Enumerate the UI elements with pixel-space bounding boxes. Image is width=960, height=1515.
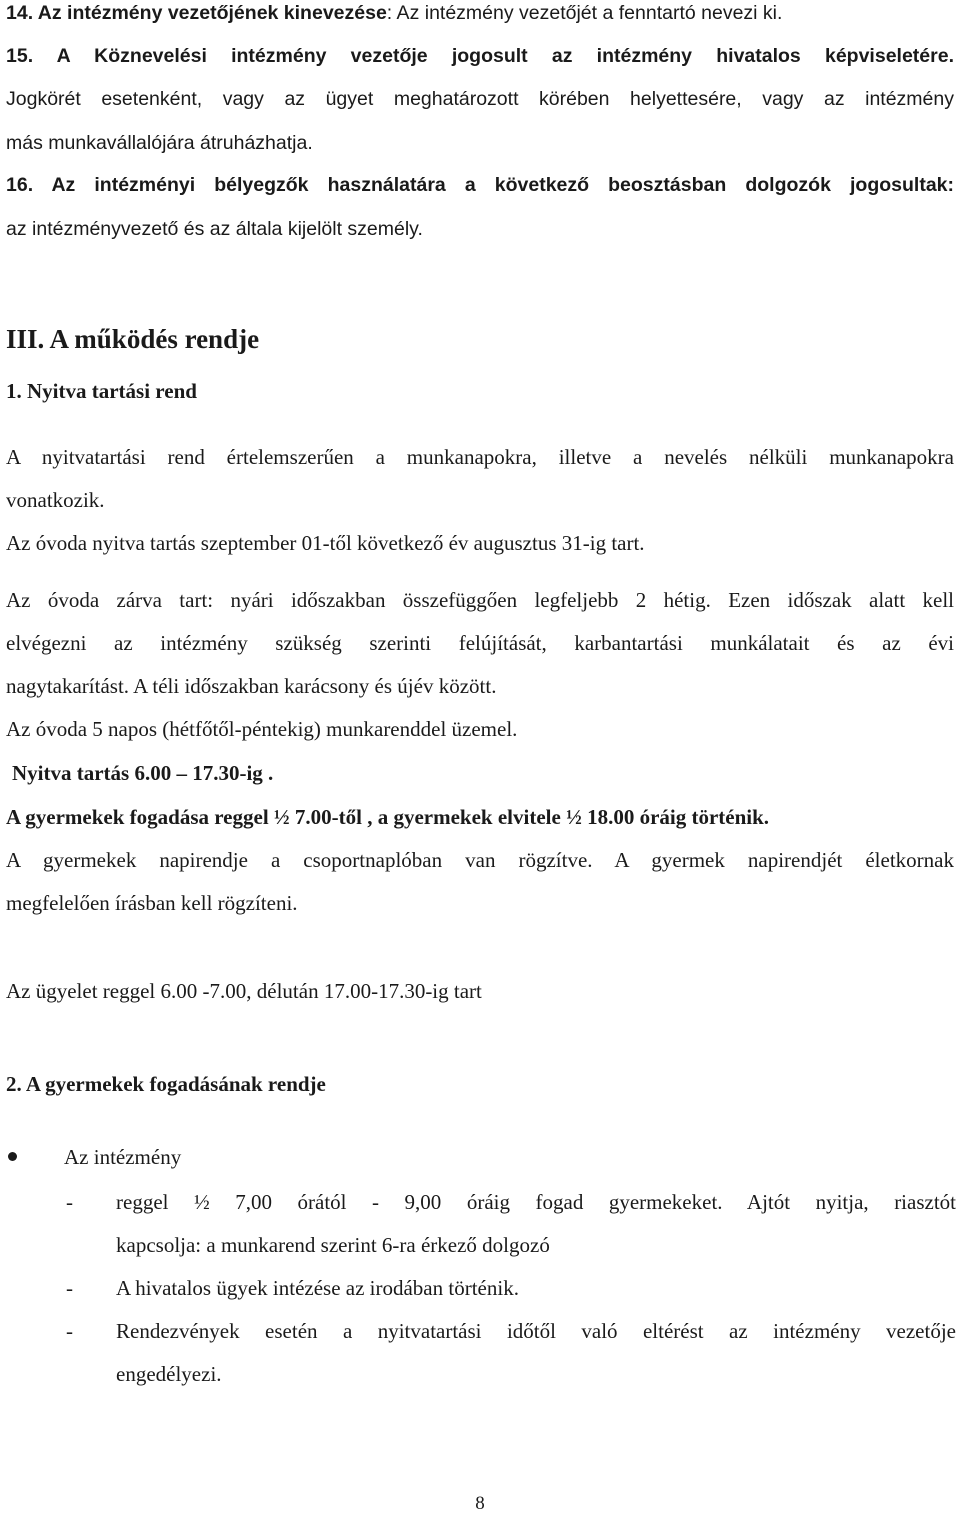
item-14-label: 14. Az intézmény vezetőjének kinevezése (6, 2, 387, 24)
schedule-para-line-2: megfelelően írásban kell rögzíteni. (6, 891, 298, 915)
section-heading: III. A működés rendje (6, 324, 260, 354)
subsection-2-heading: 2. A gyermekek fogadásának rendje (6, 1072, 326, 1096)
duty-hours: Az ügyelet reggel 6.00 -7.00, délután 17.00-17.30-ig tart (6, 979, 482, 1003)
opening-para-1-line-2: vonatkozik. (6, 488, 105, 512)
dash-item-2: A hivatalos ügyek intézése az irodában történik. (116, 1276, 519, 1300)
item-15-line-2: Jogkörét esetenként, vagy az ügyet meghatározott körében helyettesére, vagy az intézmény (6, 88, 954, 110)
opening-para-3-line-1: Az óvoda zárva tart: nyári időszakban összefüggően legfeljebb 2 hétig. Ezen időszak alatt kell (6, 588, 954, 612)
schedule-para-line-1: A gyermekek napirendje a csoportnaplóban van rögzítve. A gyermek napirendjét életkornak (6, 848, 954, 872)
opening-para-4: Az óvoda 5 napos (hétfőtől-péntekig) munkarenddel üzemel. (6, 717, 518, 741)
item-15-line-1: 15. A Köznevelési intézmény vezetője jogosult az intézmény hivatalos képviseletére. (6, 45, 954, 67)
item-15-line-3: más munkavállalójára átruházhatja. (6, 132, 313, 154)
bullet-text: Az intézmény (64, 1145, 182, 1169)
dash-item-3-line-1: Rendezvények esetén a nyitvatartási időtől való eltérést az intézmény vezetője (116, 1319, 956, 1343)
dash-1: - (66, 1190, 73, 1214)
dash-item-1-line-1: reggel ½ 7,00 órától - 9,00 óráig fogad gyermekeket. Ajtót nyitja, riasztót (116, 1190, 956, 1214)
item-16-line-1: 16. Az intézményi bélyegzők használatára a következő beosztásban dolgozók jogosultak: (6, 174, 954, 196)
opening-para-3-line-2: elvégezni az intézmény szükség szerinti felújítását, karbantartási munkálatait és az évi (6, 631, 954, 655)
reception-times: A gyermekek fogadása reggel ½ 7.00-től , a gyermekek elvitele ½ 18.00 óráig történik. (6, 805, 770, 829)
item-14-text: : Az intézmény vezetőjét a fenntartó nevezi ki. (386, 2, 783, 24)
dash-item-1-line-2: kapcsolja: a munkarend szerint 6-ra érkező dolgozó (116, 1233, 550, 1257)
dash-item-3-line-2: engedélyezi. (116, 1362, 222, 1386)
opening-para-3-line-3: nagytakarítást. A téli időszakban karácsony és újév között. (6, 674, 497, 698)
opening-hours: Nyitva tartás 6.00 – 17.30-ig . (12, 761, 274, 785)
opening-para-1-line-1: A nyitvatartási rend értelemszerűen a munkanapokra, illetve a nevelés nélküli munkanapokra (6, 445, 954, 469)
item-14 (6, 0, 782, 26)
dash-3: - (66, 1319, 73, 1343)
opening-para-2: Az óvoda nyitva tartás szeptember 01-től következő év augusztus 31-ig tart. (6, 531, 645, 555)
subsection-1-heading: 1. Nyitva tartási rend (6, 379, 197, 403)
item-16-line-2: az intézményvezető és az általa kijelölt személy. (6, 218, 423, 240)
page-number: 8 (475, 1493, 485, 1514)
dash-2: - (66, 1276, 73, 1300)
bullet-icon (8, 1152, 17, 1161)
